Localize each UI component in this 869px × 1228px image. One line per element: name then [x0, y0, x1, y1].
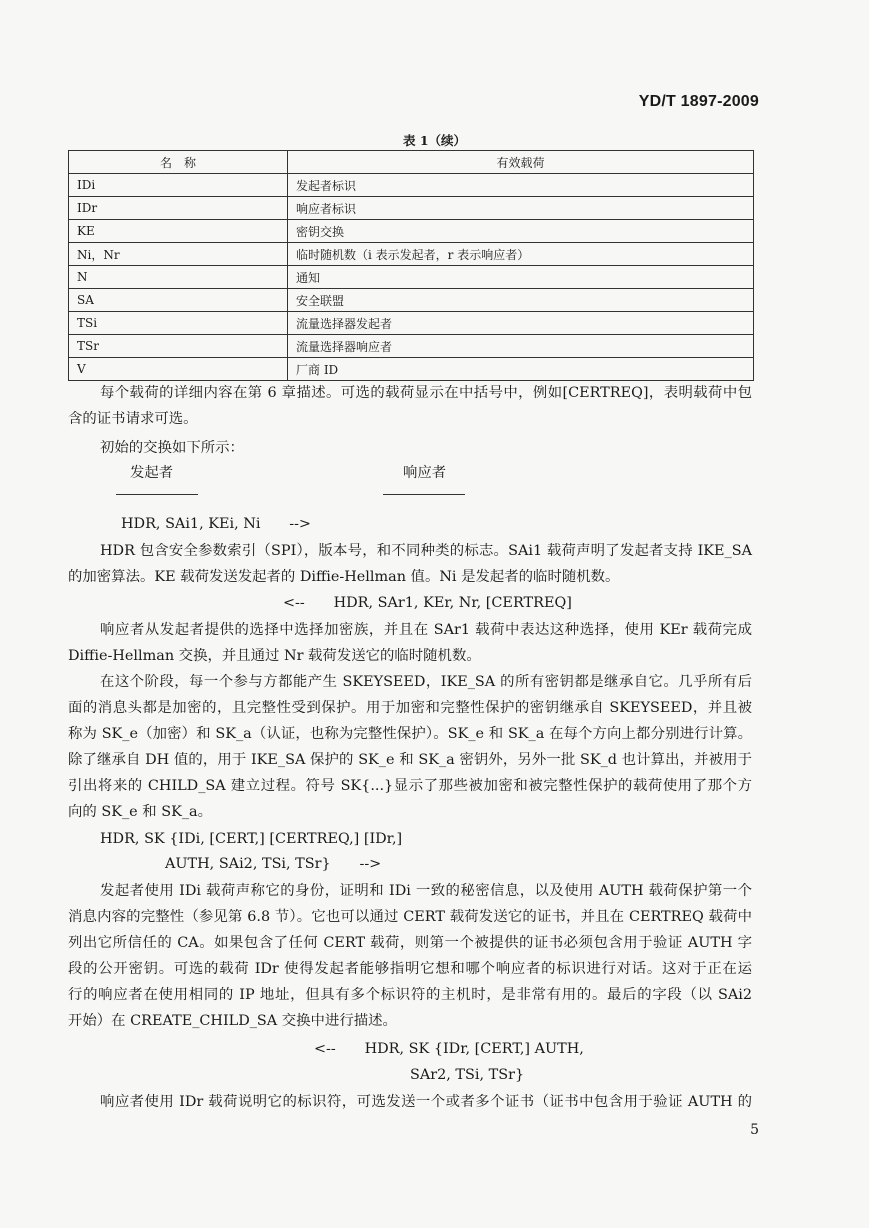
table-row [69, 174, 754, 197]
table-cell: 厂商 ID [288, 358, 754, 381]
exchange-message: HDR, SK {IDi, [CERT,] [CERTREQ,] [IDr,] [100, 831, 403, 847]
column-header-payload: 有效载荷 [288, 151, 754, 174]
table-caption: 表 1（续） [402, 133, 467, 148]
paragraph-line: Diffie-Hellman 交换，并且通过 Nr 载荷发送它的临时随机数。 [68, 648, 481, 664]
table-cell: 流量选择器响应者 [288, 335, 754, 358]
table-row [69, 197, 754, 220]
table-cell: 响应者标识 [288, 197, 754, 220]
paragraph-line: 消息内容的完整性（参见第 6.8 节）。它也可以通过 CERT 载荷发送它的证书，并且在 CERTREQ 载荷中 [68, 909, 752, 925]
table-cell: N [69, 266, 288, 289]
paragraph-line: 列出它所信任的 CA。如果包含了任何 CERT 载荷，则第一个被提供的证书必须包含用于验证 AUTH 字 [68, 935, 752, 951]
paragraph-line: 在这个阶段，每一个参与方都能产生 SKEYSEED，IKE_SA 的所有密钥都是继承自它。几乎所有后 [100, 674, 752, 690]
paragraph-line: 向的 SK_e 和 SK_a。 [68, 804, 212, 820]
table-cell: 安全联盟 [288, 289, 754, 312]
table-row [69, 266, 754, 289]
page-number: 5 [750, 1122, 759, 1138]
table-cell: 流量选择器发起者 [288, 312, 754, 335]
paragraph-line: 含的证书请求可选。 [68, 411, 198, 427]
paragraph-line: 段的公开密钥。可选的载荷 IDr 使得发起者能够指明它想和哪个响应者的标识进行对话。这对于正在运 [68, 961, 752, 977]
initiator-underline [116, 494, 198, 495]
column-header-name: 名 称 [69, 151, 288, 174]
responder-column-label: 响应者 [403, 465, 447, 481]
paragraph-line: 发起者使用 IDi 载荷声称它的身份，证明和 IDi 一致的秘密信息，以及使用 AUTH 载荷保护第一个 [100, 883, 752, 899]
paragraph-line: 开始）在 CREATE_CHILD_SA 交换中进行描述。 [68, 1013, 397, 1029]
table-row [69, 220, 754, 243]
payload-table [68, 150, 754, 381]
exchange-message: SAr2, TSi, TSr} [410, 1067, 525, 1083]
table-cell: IDi [69, 174, 288, 197]
table-header-row [69, 151, 754, 174]
table-cell: SA [69, 289, 288, 312]
paragraph-line: 称为 SK_e（加密）和 SK_a（认证，也称为完整性保护）。SK_e 和 SK_a 在每个方向上都分别进行计算。 [68, 726, 752, 742]
paragraph-line: 响应者从发起者提供的选择中选择加密族，并且在 SAr1 载荷中表达这种选择，使用 KEr 载荷完成 [100, 622, 752, 638]
paragraph-line: 除了继承自 DH 值的，用于 IKE_SA 保护的 SK_e 和 SK_a 密钥外，另外一批 SK_d 也计算出，并被用于 [68, 752, 752, 768]
paragraph-line: 行的响应者在使用相同的 IP 地址，但具有多个标识符的主机时，是非常有用的。最后的字段（以 SAi2 [68, 987, 752, 1003]
table-row [69, 289, 754, 312]
table-cell: TSi [69, 312, 288, 335]
table-row [69, 335, 754, 358]
exchange-message: <-- HDR, SAr1, KEr, Nr, [CERTREQ] [283, 595, 572, 611]
table-cell: 通知 [288, 266, 754, 289]
initiator-column-label: 发起者 [130, 465, 174, 481]
table-row [69, 312, 754, 335]
table-row [69, 358, 754, 381]
paragraph-line: HDR 包含安全参数索引（SPI），版本号，和不同种类的标志。SAi1 载荷声明了发起者支持 IKE_SA [100, 543, 752, 559]
exchange-message: HDR, SAi1, KEi, Ni --> [121, 516, 311, 532]
paragraph-line: 的加密算法。KE 载荷发送发起者的 Diffie-Hellman 值。Ni 是发起者的临时随机数。 [68, 569, 620, 585]
table-cell: V [69, 358, 288, 381]
table-cell: KE [69, 220, 288, 243]
table-cell: IDr [69, 197, 288, 220]
table-row [69, 243, 754, 266]
exchange-message: AUTH, SAi2, TSi, TSr} --> [165, 856, 382, 872]
paragraph-line: 引出将来的 CHILD_SA 建立过程。符号 SK{...}显示了那些被加密和被完整性保护的载荷使用了那个方 [68, 778, 752, 794]
paragraph-line: 响应者使用 IDr 载荷说明它的标识符，可选发送一个或者多个证书（证书中包含用于验证 AUTH 的 [100, 1094, 752, 1110]
responder-underline [383, 494, 465, 495]
paragraph-line: 初始的交换如下所示： [100, 440, 244, 456]
table-cell: 发起者标识 [288, 174, 754, 197]
paragraph-line: 面的消息头都是加密的，且完整性受到保护。用于加密和完整性保护的密钥继承自 SKEYSEED，并且被 [68, 700, 752, 716]
table-cell: Ni，Nr [69, 243, 288, 266]
table-cell: TSr [69, 335, 288, 358]
table-cell: 密钥交换 [288, 220, 754, 243]
table-cell: 临时随机数（i 表示发起者，r 表示响应者） [288, 243, 754, 266]
document-id-header: YD/T 1897-2009 [638, 93, 759, 110]
paragraph-line: 每个载荷的详细内容在第 6 章描述。可选的载荷显示在中括号中，例如[CERTREQ]，表明载荷中包 [100, 385, 752, 401]
exchange-message: <-- HDR, SK {IDr, [CERT,] AUTH, [314, 1041, 584, 1057]
